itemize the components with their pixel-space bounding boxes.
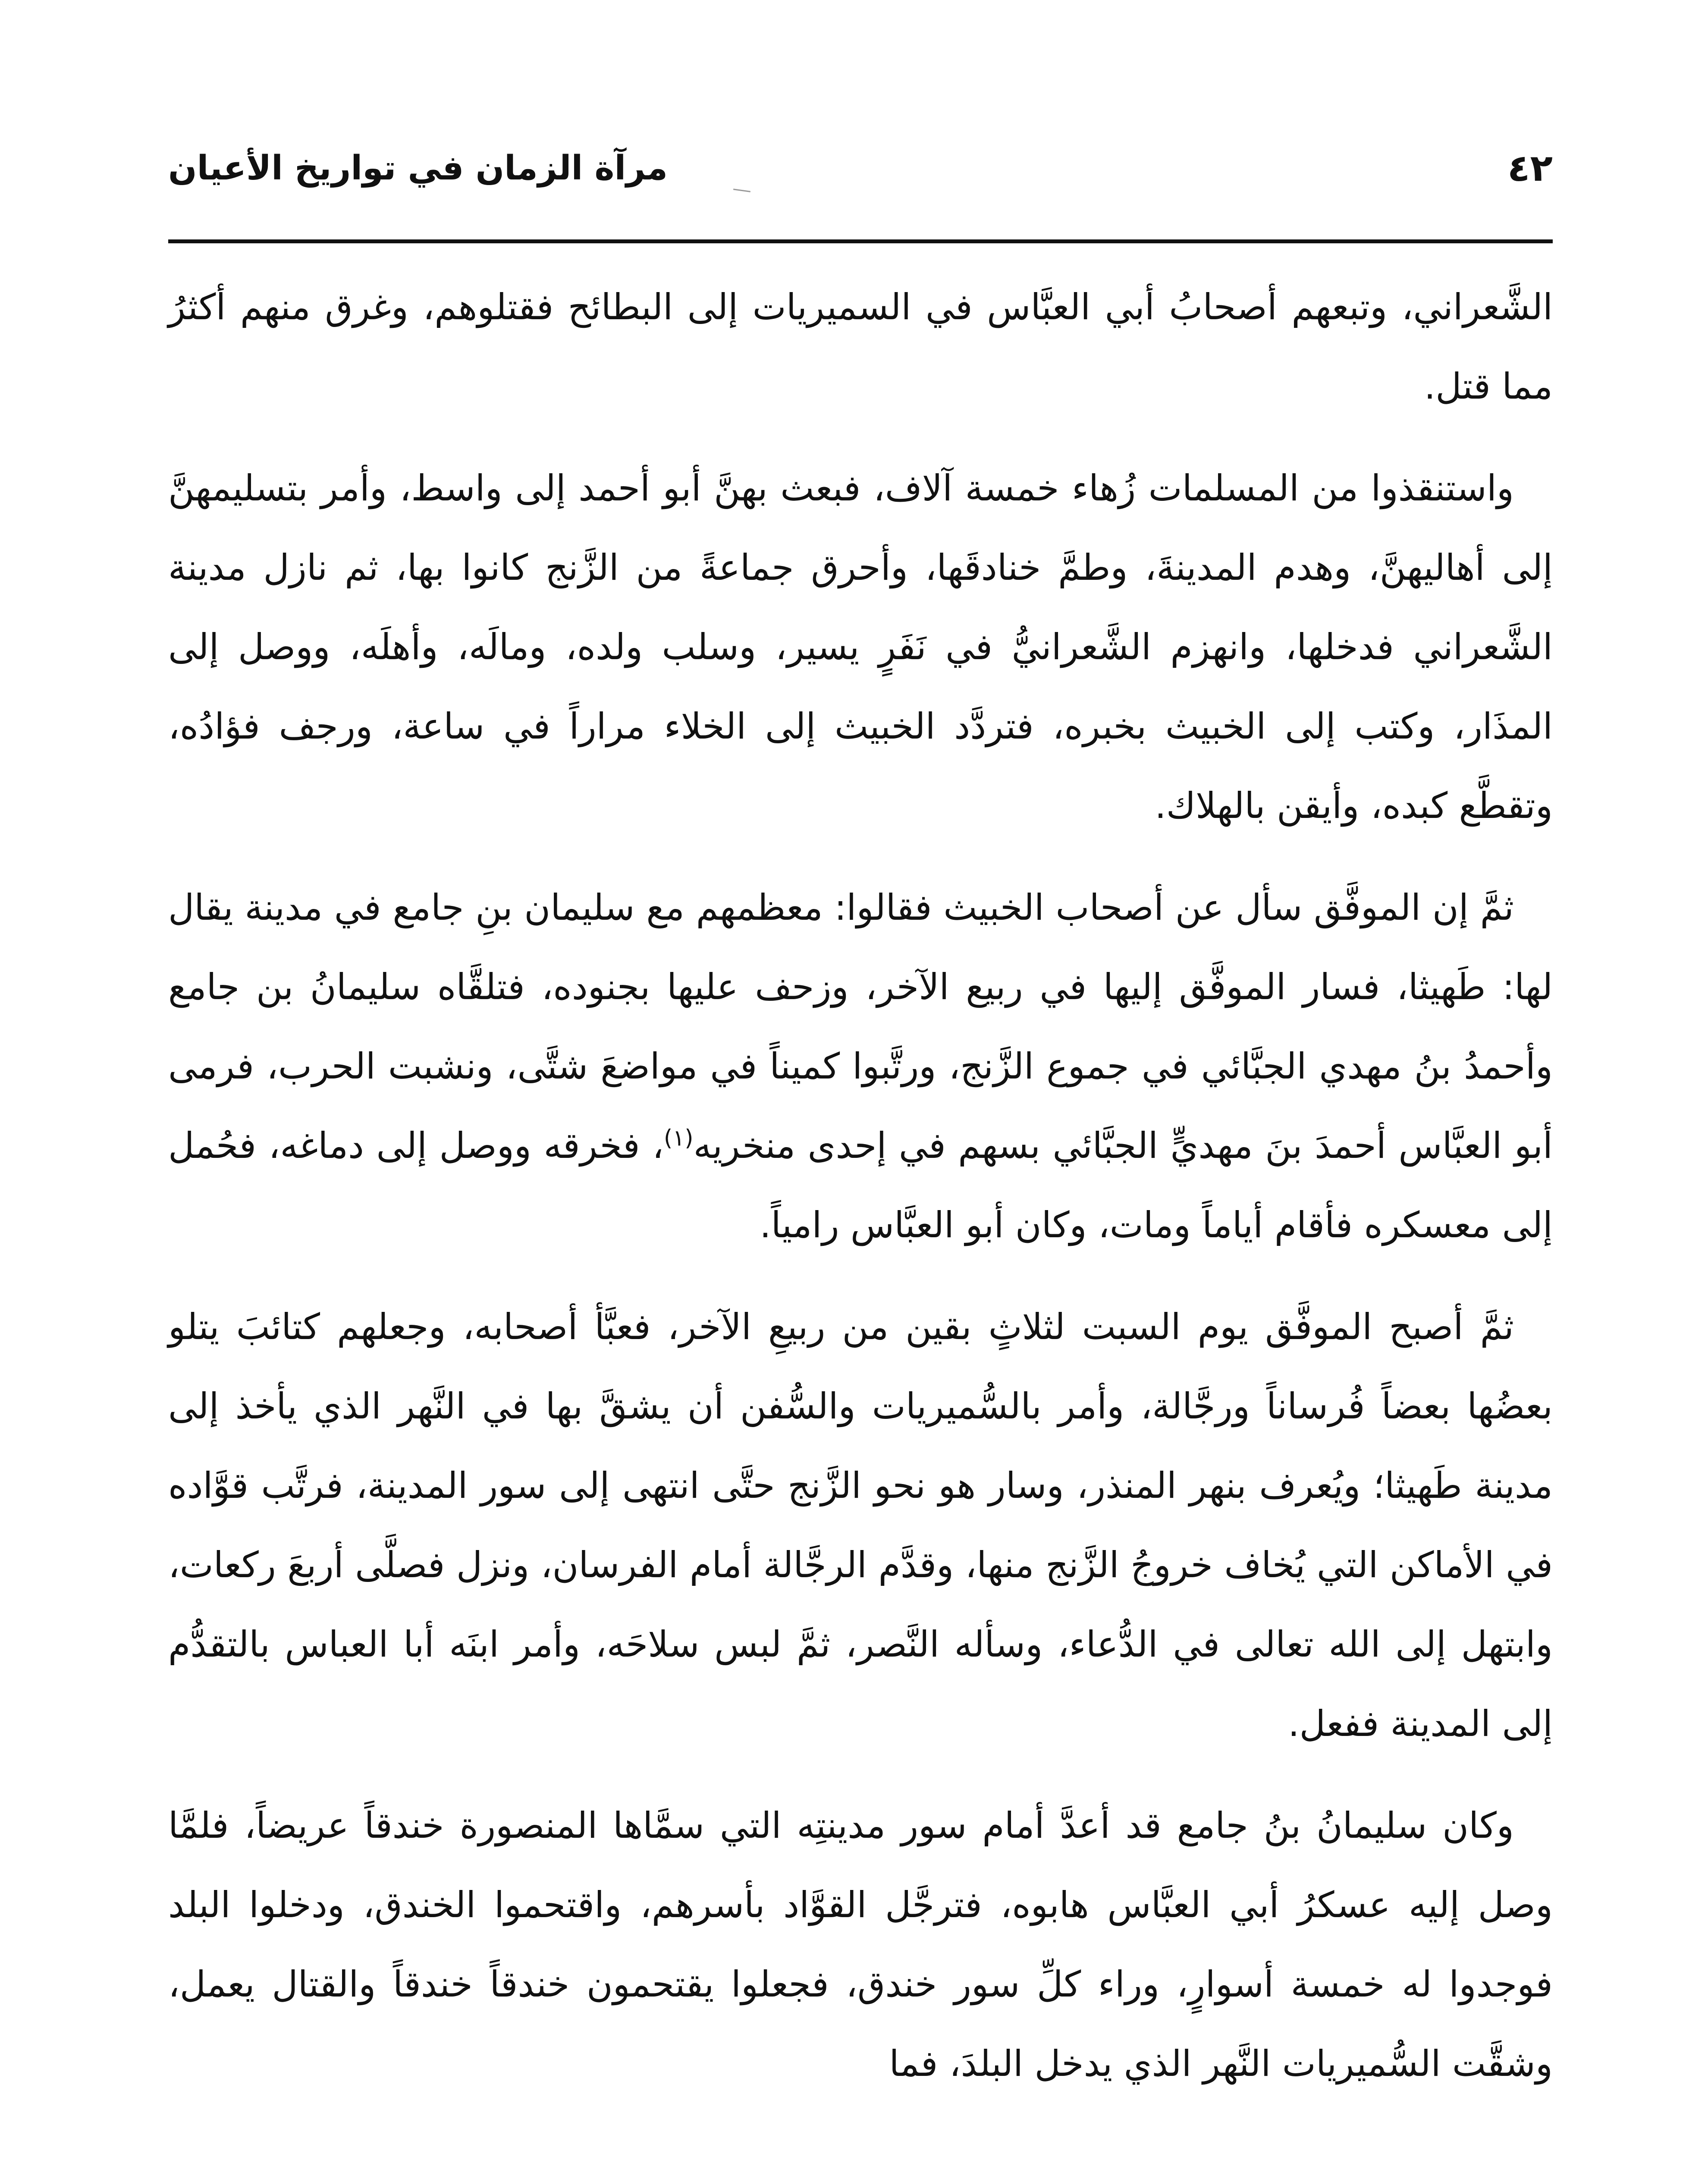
page-number: ٤٢ [1507, 147, 1553, 190]
footnote-reference[interactable]: (١) [664, 1125, 694, 1151]
paragraph-2: واستنقذوا من المسلمات زُهاء خمسة آلاف، فبعث بهنَّ أبو أحمد إلى واسط، وأمر بتسليمهنَّ إلى أهاليهنَّ، وهدم المدينةَ، وطمَّ خنادقَها، وأحرق جماعةً من الزَّنج كانوا بها، ثم نازل مدينة الشَّعراني فدخلها، وانهزم الشَّعرانيُّ في نَفَرٍ يسير، وسلب ولده، ومالَه، وأهلَه، ووصل إلى المذَار، وكتب إلى الخبيث بخبره، فتردَّد الخبيث إلى الخلاء مراراً في ساعة، ورجف فؤادُه، وتقطَّع كبده، وأيقن بالهلاك. [168, 467, 1553, 827]
running-header [168, 145, 1553, 222]
body-text [168, 267, 1553, 2126]
paragraph-5: وكان سليمانُ بنُ جامع قد أعدَّ أمام سور مدينتِه التي سمَّاها المنصورة خندقاً عريضاً، فلمَّا وصل إليه عسكرُ أبي العبَّاس هابوه، فترجَّل القوَّاد بأسرهم، واقتحموا الخندق، ودخلوا البلد فوجدوا له خمسة أسوارٍ، وراء كلِّ سور خندق، فجعلوا يقتحمون خندقاً خندقاً والقتال يعمل، وشقَّت السُّميريات النَّهر الذي يدخل البلدَ، فما [168, 1805, 1553, 2085]
paragraph-1: الشَّعراني، وتبعهم أصحابُ أبي العبَّاس في السميريات إلى البطائح فقتلوهم، وغرق منهم أكثرُ مما قتل. [168, 286, 1553, 407]
paragraph-3-part-1: ثمَّ إن الموفَّق سأل عن أصحاب الخبيث فقالوا: معظمهم مع سليمان بنِ جامع في مدينة يقال لها: طَهيثا، فسار الموفَّق إليها في ربيع الآخر، وزحف عليها بجنوده، فتلقَّاه سليمانُ بن جامع وأحمدُ بنُ مهدي الجبَّائي في جموع الزَّنج، ورتَّبوا كميناً في مواضعَ شتَّى، ونشبت الحرب، فرمى أبو العبَّاس أحمدَ بنَ مهديٍّ الجبَّائي بسهم في إحدى منخريه [168, 887, 1553, 1167]
paragraph-4: ثمَّ أصبح الموفَّق يوم السبت لثلاثٍ بقين من ربيعِ الآخر، فعبَّأ أصحابه، وجعلهم كتائبَ يتلو بعضُها بعضاً فُرساناً ورجَّالة، وأمر بالسُّميريات والسُّفن أن يشقَّ بها في النَّهر الذي يأخذ إلى مدينة طَهيثا؛ ويُعرف بنهر المنذر، وسار هو نحو الزَّنج حتَّى انتهى إلى سور المدينة، فرتَّب قوَّاده في الأماكن التي يُخاف خروجُ الزَّنج منها، وقدَّم الرجَّالة أمام الفرسان، ونزل فصلَّى أربعَ ركعات، وابتهل إلى الله تعالى في الدُّعاء، وسأله النَّصر، ثمَّ لبس سلاحَه، وأمر ابنَه أبا العباس بالتقدُّم إلى المدينة ففعل. [168, 1306, 1553, 1745]
header-rule [168, 239, 1553, 243]
book-title: مرآة الزمان في تواريخ الأعيان [168, 149, 668, 188]
paragraph-3-part-2: ، فخرقه ووصل إلى دماغه، فحُمل إلى معسكره فأقام أياماً ومات، وكان أبو العبَّاس رامياً. [168, 1125, 1553, 1246]
paragraph-3 [168, 868, 1553, 1265]
